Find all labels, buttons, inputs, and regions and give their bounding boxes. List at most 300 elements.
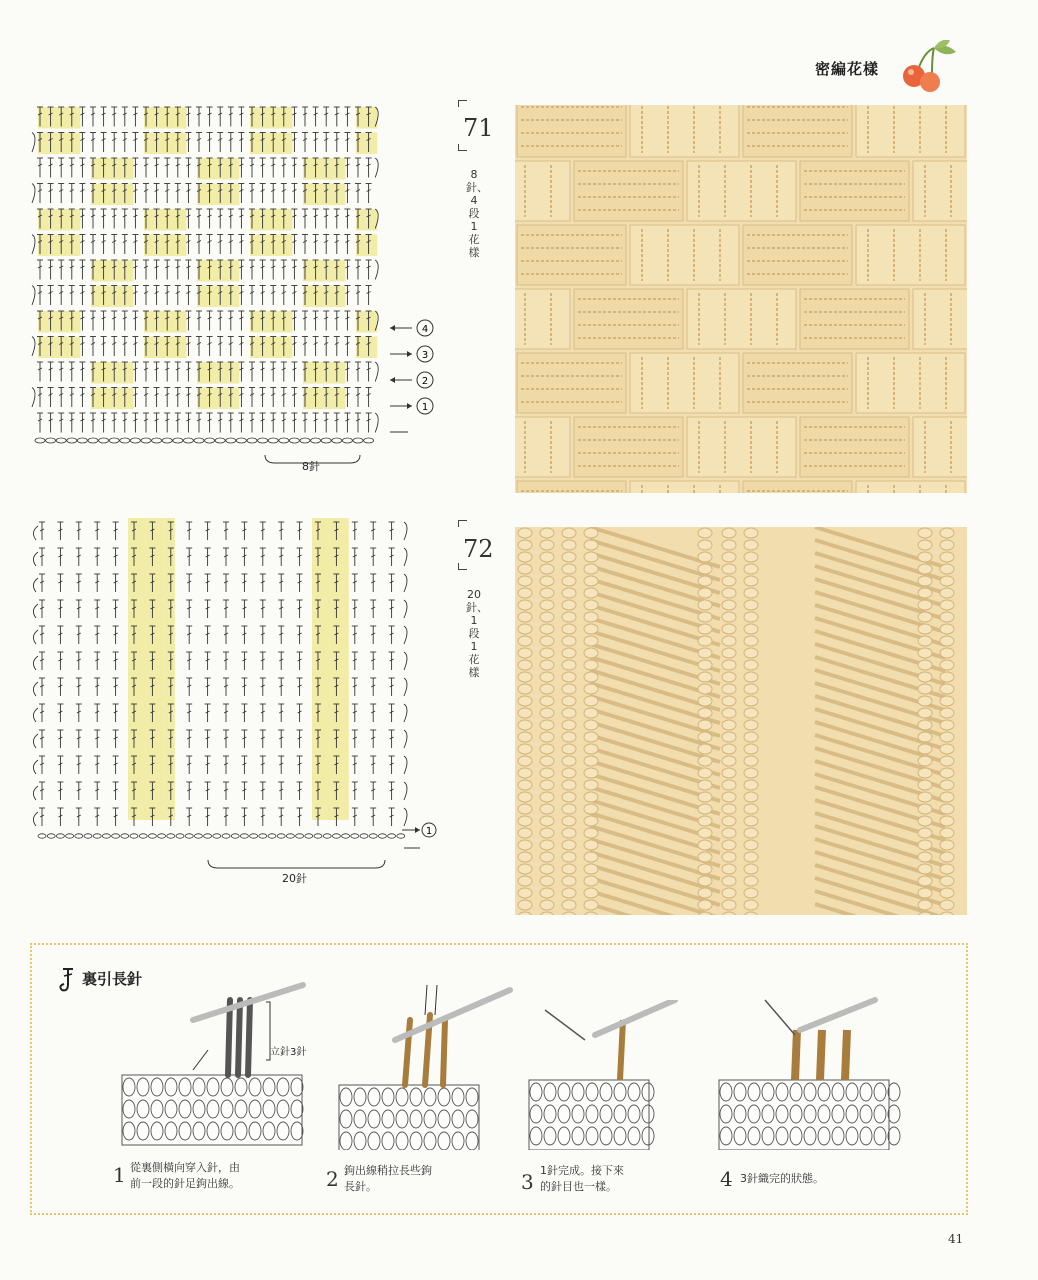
turning-chain — [375, 260, 378, 280]
foundation-chain — [250, 834, 258, 838]
rib-stitch — [518, 564, 532, 574]
rib-stitch — [518, 864, 532, 874]
rib-stitch — [584, 672, 598, 682]
rib-stitch — [722, 768, 736, 778]
completed-stitch — [795, 1030, 797, 1080]
rib-stitch — [698, 816, 712, 826]
rib-stitch — [698, 588, 712, 598]
row-marker-label: 4 — [421, 324, 429, 335]
foundation-chain — [46, 438, 56, 443]
rib-stitch — [744, 888, 758, 898]
rib-stitch — [562, 540, 576, 550]
rib-stitch — [722, 852, 736, 862]
rib-stitch — [940, 780, 954, 790]
rib-stitch — [540, 648, 554, 658]
rib-stitch — [722, 588, 736, 598]
rib-stitch — [584, 636, 598, 646]
rib-stitch — [698, 648, 712, 658]
foundation-chain — [268, 834, 276, 838]
step-3-line1: 1針完成。接下來 — [540, 1164, 624, 1177]
foundation-chain — [222, 834, 230, 838]
rib-stitch — [540, 732, 554, 742]
rib-stitch — [744, 840, 758, 850]
rib-stitch — [940, 696, 954, 706]
crochet-chart-71 — [30, 95, 450, 480]
rib-stitch — [698, 744, 712, 754]
rib-stitch — [722, 888, 736, 898]
rib-stitch — [698, 864, 712, 874]
rib-stitch — [940, 660, 954, 670]
rib-stitch — [584, 696, 598, 706]
rib-stitch — [562, 864, 576, 874]
number-bracket-72b — [458, 563, 467, 570]
rib-stitch — [698, 684, 712, 694]
rib-stitch — [584, 768, 598, 778]
rib-stitch — [722, 732, 736, 742]
row-marker-label: 3 — [421, 350, 429, 361]
rib-stitch — [562, 720, 576, 730]
step-2-text — [344, 1163, 432, 1195]
repeat-label-71: 8針 — [302, 460, 320, 473]
rib-stitch — [940, 840, 954, 850]
turning-chain-left — [33, 682, 38, 696]
foundation-chain — [88, 438, 98, 443]
chain-strand — [228, 1000, 250, 1075]
step-2-illustration — [335, 980, 515, 1150]
rib-stitch — [584, 552, 598, 562]
rib-stitch — [744, 756, 758, 766]
rib-stitch — [744, 780, 758, 790]
crochet-hook — [595, 1000, 675, 1035]
rib-stitch — [518, 900, 532, 910]
rib-stitch — [540, 636, 554, 646]
rib-stitch — [584, 588, 598, 598]
weave-block — [687, 289, 796, 349]
turning-chain-left — [33, 708, 38, 722]
foundation-chain — [342, 834, 350, 838]
rib-stitch — [518, 732, 532, 742]
weave-block — [913, 417, 967, 477]
rib-stitch — [518, 756, 532, 766]
rib-stitch — [744, 564, 758, 574]
turning-chain-left — [33, 786, 38, 800]
yarn-strand — [765, 1000, 795, 1035]
rib-stitch — [744, 768, 758, 778]
rib-stitch — [744, 744, 758, 754]
rib-stitch — [562, 792, 576, 802]
rib-stitch — [940, 792, 954, 802]
turning-chain — [32, 133, 35, 153]
rib-stitch — [918, 756, 932, 766]
rib-stitch — [918, 888, 932, 898]
rib-stitch — [518, 852, 532, 862]
swatch-photo-72 — [515, 527, 967, 915]
foundation-chain — [215, 438, 225, 443]
foundation-chain — [47, 834, 55, 838]
rib-stitch — [584, 684, 598, 694]
fabric-swatch — [339, 1085, 479, 1150]
rib-stitch — [940, 864, 954, 874]
rib-stitch — [722, 612, 736, 622]
foundation-chain — [66, 834, 74, 838]
rib-stitch — [584, 792, 598, 802]
weave-block — [913, 161, 967, 221]
rib-stitch — [940, 768, 954, 778]
weave-block — [515, 289, 570, 349]
rib-stitch — [698, 708, 712, 718]
pattern-note-72: 20針、1段1花樣 — [466, 588, 488, 679]
rib-stitch — [584, 564, 598, 574]
rib-stitch — [918, 708, 932, 718]
rib-stitch — [562, 564, 576, 574]
step-1-illustration — [118, 980, 318, 1150]
rib-stitch — [698, 888, 712, 898]
step-2-line1: 鉤出線稍拉長些鉤 — [344, 1164, 432, 1177]
rib-stitch — [918, 684, 932, 694]
foundation-chain — [364, 438, 374, 443]
turning-chain — [375, 158, 378, 178]
rib-stitch — [540, 684, 554, 694]
rib-stitch — [518, 540, 532, 550]
rib-stitch — [562, 744, 576, 754]
turning-chain-right — [404, 652, 407, 670]
howto-title: 裏引長針 — [82, 970, 143, 988]
turning-chain-right — [404, 730, 407, 748]
rib-stitch — [744, 588, 758, 598]
turning-chain-right — [404, 808, 407, 826]
step-4-illustration — [715, 995, 920, 1150]
rib-stitch — [940, 756, 954, 766]
foundation-chain — [56, 438, 66, 443]
completed-stitch — [820, 1030, 822, 1080]
rib-stitch — [518, 552, 532, 562]
rib-stitch — [518, 720, 532, 730]
rib-stitch — [540, 612, 554, 622]
row-arrow-head — [407, 351, 412, 357]
foundation-chain — [102, 834, 110, 838]
rib-stitch — [518, 684, 532, 694]
step-3-text — [540, 1163, 624, 1195]
pattern-number-72: 72 — [463, 535, 494, 563]
foundation-chain — [311, 438, 321, 443]
rib-stitch — [744, 528, 758, 538]
row-arrow-head — [415, 827, 420, 833]
rib-stitch — [918, 612, 932, 622]
turning-chain-left — [33, 526, 38, 540]
page-header-title: 密編花樣 — [815, 60, 880, 78]
weave-block — [856, 105, 965, 157]
rib-stitch — [584, 864, 598, 874]
foundation-chain — [300, 438, 310, 443]
foundation-chain — [148, 834, 156, 838]
rib-stitch — [940, 828, 954, 838]
foundation-chain — [205, 438, 215, 443]
rib-stitch — [722, 564, 736, 574]
turning-chain-right — [404, 678, 407, 696]
foundation-chain — [378, 834, 386, 838]
weave-block — [687, 417, 796, 477]
rib-stitch — [940, 852, 954, 862]
foundation-chain — [38, 834, 46, 838]
rib-stitch — [940, 576, 954, 586]
weave-block — [687, 161, 796, 221]
rib-stitch — [698, 828, 712, 838]
foundation-chain — [152, 438, 162, 443]
rib-stitch — [918, 660, 932, 670]
turning-chain-right — [404, 626, 407, 644]
rib-stitch — [918, 744, 932, 754]
rib-stitch — [722, 744, 736, 754]
rib-stitch — [940, 600, 954, 610]
rib-stitch — [562, 888, 576, 898]
rib-stitch — [940, 732, 954, 742]
rib-stitch — [918, 552, 932, 562]
rib-stitch — [518, 840, 532, 850]
rib-stitch — [722, 624, 736, 634]
rib-stitch — [518, 636, 532, 646]
rib-stitch — [722, 660, 736, 670]
rib-stitch — [698, 624, 712, 634]
rib-stitch — [918, 816, 932, 826]
rib-stitch — [584, 888, 598, 898]
rib-stitch — [698, 540, 712, 550]
foundation-chain — [93, 834, 101, 838]
turning-chain — [32, 286, 35, 306]
turning-chain — [32, 184, 35, 204]
rib-stitch — [918, 780, 932, 790]
rib-highlight — [128, 518, 146, 820]
rib-stitch — [562, 708, 576, 718]
rib-stitch — [722, 552, 736, 562]
turning-chain-right — [404, 704, 407, 722]
rib-stitch — [698, 660, 712, 670]
step-3-line2: 的針目也一樣。 — [540, 1180, 617, 1193]
number-bracket-72 — [458, 520, 467, 527]
rib-stitch — [940, 648, 954, 658]
foundation-chain — [258, 438, 268, 443]
number-bracket-71b — [458, 144, 467, 151]
step-1-text — [130, 1160, 240, 1192]
rib-stitch — [744, 684, 758, 694]
foundation-chain — [185, 834, 193, 838]
rib-stitch — [540, 756, 554, 766]
rib-stitch — [562, 852, 576, 862]
rib-stitch — [584, 840, 598, 850]
foundation-chain — [130, 834, 138, 838]
rib-stitch — [940, 744, 954, 754]
rib-stitch — [698, 672, 712, 682]
turning-chain — [32, 388, 35, 408]
rib-stitch — [518, 660, 532, 670]
rib-stitch — [722, 804, 736, 814]
rib-stitch — [698, 756, 712, 766]
rib-stitch — [562, 768, 576, 778]
rib-stitch — [540, 660, 554, 670]
foundation-chain — [141, 438, 151, 443]
foundation-chain — [213, 834, 221, 838]
crochet-chart-72 — [30, 510, 450, 885]
foundation-chain — [296, 834, 304, 838]
rib-stitch — [698, 564, 712, 574]
turning-chain-left — [33, 552, 38, 566]
turning-chain — [375, 362, 378, 382]
rib-stitch — [584, 528, 598, 538]
foundation-chain — [240, 834, 248, 838]
step-3-number: 3 — [521, 1170, 534, 1194]
rib-stitch — [698, 900, 712, 910]
turning-chain-left — [33, 604, 38, 618]
turning-chain — [32, 235, 35, 255]
rib-stitch — [744, 600, 758, 610]
rib-stitch — [562, 780, 576, 790]
rib-stitch — [940, 588, 954, 598]
rib-stitch — [584, 804, 598, 814]
cherry-icon — [898, 40, 960, 100]
rib-stitch — [744, 876, 758, 886]
foundation-chain — [342, 438, 352, 443]
rib-stitch — [940, 720, 954, 730]
turning-chain-left — [33, 760, 38, 774]
rib-stitch — [744, 540, 758, 550]
rib-stitch — [940, 564, 954, 574]
rib-stitch — [584, 540, 598, 550]
chain-3-label: 立針3針 — [270, 1047, 307, 1058]
row-marker-label: 2 — [421, 376, 429, 387]
rib-stitch — [918, 648, 932, 658]
rib-stitch — [562, 576, 576, 586]
rib-stitch — [744, 864, 758, 874]
rib-stitch — [940, 552, 954, 562]
rib-stitch — [744, 576, 758, 586]
foundation-chain — [353, 438, 363, 443]
turning-chain-left — [33, 656, 38, 670]
rib-stitch — [722, 708, 736, 718]
foundation-chain — [75, 834, 83, 838]
rib-stitch — [518, 816, 532, 826]
rib-stitch — [744, 636, 758, 646]
foundation-chain — [332, 834, 340, 838]
step-2-number: 2 — [326, 1167, 339, 1191]
rib-stitch — [722, 780, 736, 790]
rib-stitch — [518, 792, 532, 802]
rib-stitch — [518, 672, 532, 682]
rib-stitch — [562, 804, 576, 814]
rib-stitch — [584, 852, 598, 862]
rib-stitch — [584, 828, 598, 838]
foundation-chain — [314, 834, 322, 838]
foundation-chain — [109, 438, 119, 443]
foundation-chain — [167, 834, 175, 838]
foundation-chain — [286, 834, 294, 838]
rib-stitch — [744, 900, 758, 910]
rib-stitch — [744, 624, 758, 634]
rib-stitch — [698, 792, 712, 802]
foundation-chain — [231, 834, 239, 838]
weave-block — [630, 481, 739, 493]
rib-stitch — [744, 708, 758, 718]
rib-stitch — [518, 600, 532, 610]
rib-stitch — [698, 768, 712, 778]
rib-stitch — [744, 552, 758, 562]
rib-stitch — [918, 528, 932, 538]
rib-stitch — [518, 696, 532, 706]
weave-block — [856, 481, 965, 493]
rib-stitch — [540, 528, 554, 538]
fabric-stitch — [888, 1105, 900, 1123]
rib-stitch — [722, 840, 736, 850]
rib-stitch — [918, 672, 932, 682]
step-2-line2: 長針。 — [344, 1180, 377, 1193]
rib-stitch — [540, 768, 554, 778]
rib-stitch — [562, 900, 576, 910]
rib-stitch — [540, 828, 554, 838]
completed-stitch — [845, 1030, 847, 1080]
rib-stitch — [722, 720, 736, 730]
rib-stitch — [540, 816, 554, 826]
weave-block — [517, 105, 626, 157]
weave-block — [630, 105, 739, 157]
rib-stitch — [940, 684, 954, 694]
foundation-chain — [259, 834, 267, 838]
rib-stitch — [540, 696, 554, 706]
rib-stitch — [918, 696, 932, 706]
rib-stitch — [584, 660, 598, 670]
rib-stitch — [540, 792, 554, 802]
rib-stitch — [698, 840, 712, 850]
rib-stitch — [940, 876, 954, 886]
swatch-photo-71 — [515, 105, 967, 493]
rib-stitch — [562, 684, 576, 694]
yarn-strand — [545, 1010, 585, 1040]
foundation-chain — [121, 834, 129, 838]
turning-chain-left — [33, 578, 38, 592]
row-arrow-head — [390, 325, 395, 331]
rib-stitch — [518, 876, 532, 886]
rib-stitch — [562, 624, 576, 634]
rib-stitch — [540, 840, 554, 850]
rib-stitch — [744, 660, 758, 670]
rib-stitch — [540, 744, 554, 754]
rib-stitch — [722, 648, 736, 658]
rib-stitch — [722, 828, 736, 838]
rib-stitch — [918, 732, 932, 742]
foundation-chain — [268, 438, 278, 443]
rib-stitch — [584, 756, 598, 766]
rib-stitch — [722, 672, 736, 682]
rib-stitch — [744, 816, 758, 826]
rib-stitch — [540, 852, 554, 862]
rib-stitch — [540, 888, 554, 898]
step-4-number: 4 — [720, 1167, 733, 1191]
rib-stitch — [722, 600, 736, 610]
weave-block — [515, 417, 570, 477]
foundation-chain — [99, 438, 109, 443]
foundation-chain — [56, 834, 64, 838]
rib-stitch — [562, 552, 576, 562]
pattern-note-71: 8針、4段1花樣 — [466, 168, 488, 259]
rib-stitch — [540, 864, 554, 874]
rib-stitch — [698, 876, 712, 886]
foundation-chain — [388, 834, 396, 838]
rib-stitch — [722, 864, 736, 874]
rib-stitch — [562, 672, 576, 682]
rib-stitch — [698, 780, 712, 790]
rib-stitch — [918, 852, 932, 862]
fabric-stitch — [888, 1127, 900, 1145]
rib-stitch — [518, 612, 532, 622]
step-4-text — [740, 1171, 824, 1187]
rib-stitch — [940, 672, 954, 682]
